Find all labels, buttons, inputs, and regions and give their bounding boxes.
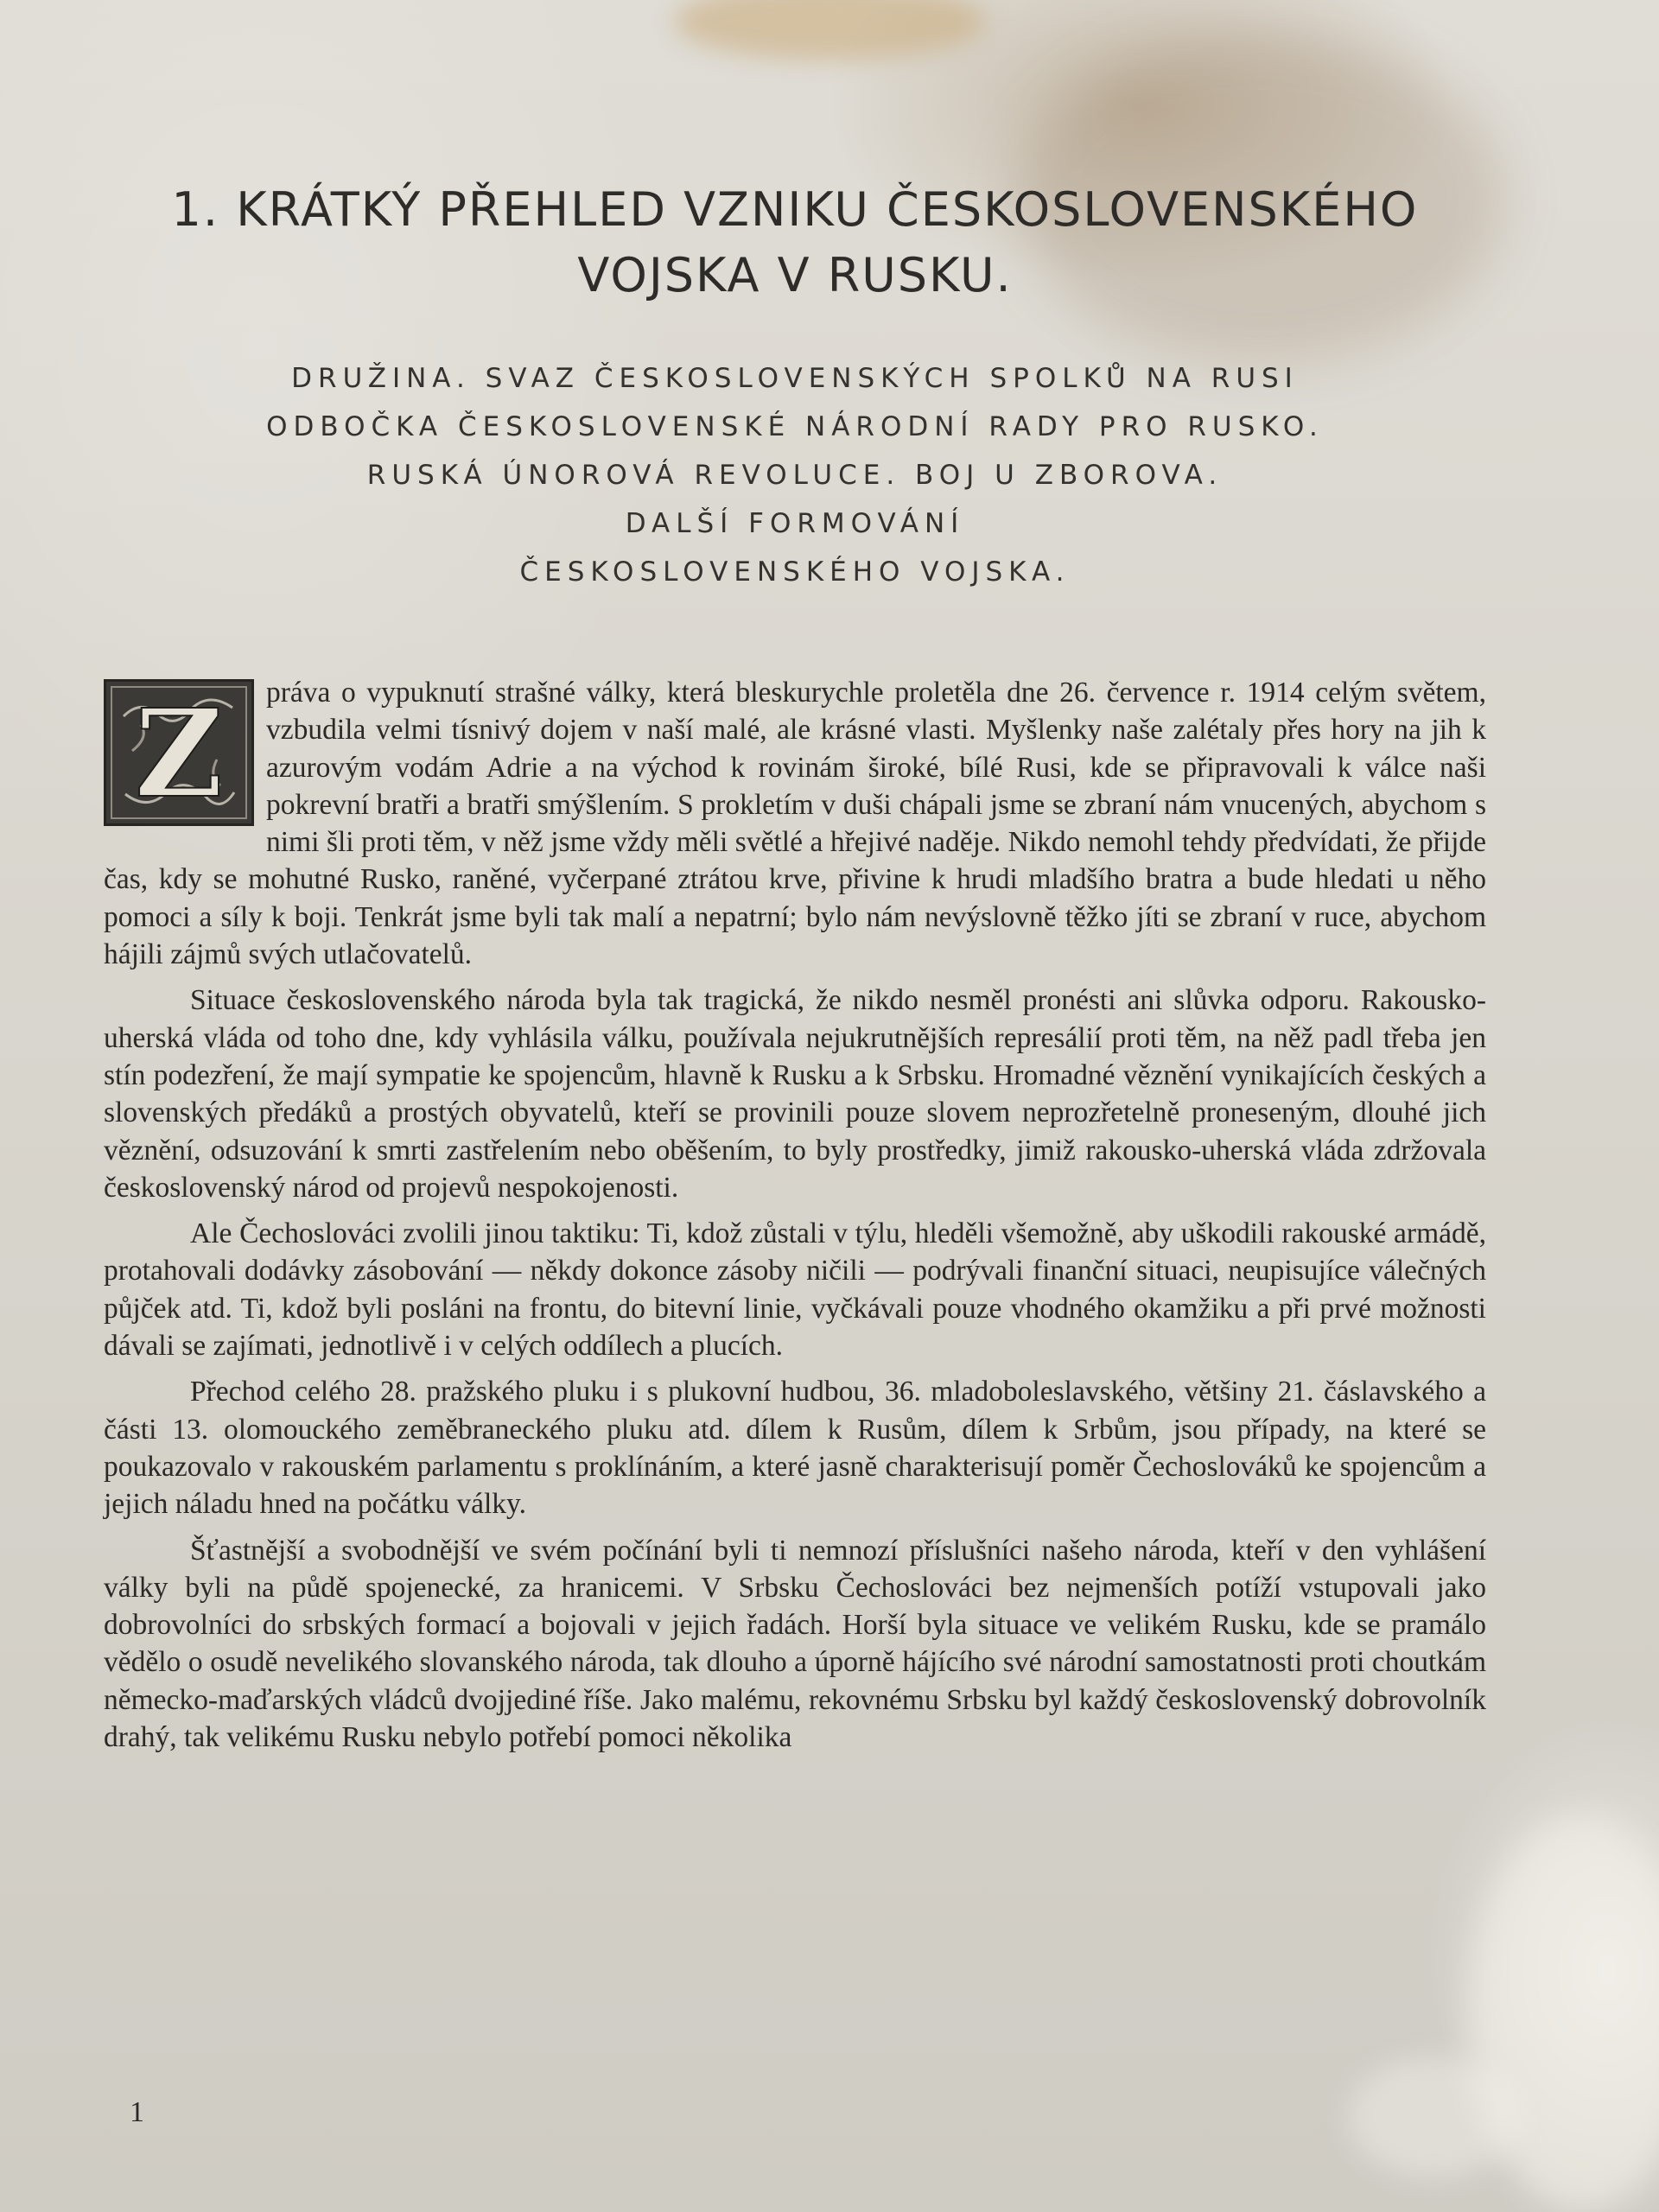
paragraph: Situace československého národa byla tak tragická, že nikdo nesměl pronésti ani slůvka odporu. Rakousko-uherská vláda od toho dne, kdy vyhlásila válku, používala nejukrutnějších represálií proti těm, na něž padl třeba jen stín podezření, že mají sympatie ke spojencům, hlavně k Rusku a k Srbsku. Hromadné věznění vynikajících českých a slovenských předáků a prostých obyvatelů, kteří se provinili pouze slovem neprozřetelně proneseným, dlouhé jich věznění, odsuzování k smrti zastřelením nebo oběšením, to byly prostředky, jimiž rakousko-uherská vláda zdržovala československý národ od projevů nespokojenosti. [104,984,1486,1204]
stain-top [674,0,985,60]
drop-cap-ornament-icon [106,682,251,823]
summary-line: ČESKOSLOVENSKÉHO VOJSKA. [519,556,1071,588]
summary-line: RUSKÁ ÚNOROVÁ REVOLUCE. BOJ U ZBOROVA. [366,460,1224,491]
chapter-title-line-2: VOJSKA V RUSKU. [577,248,1013,302]
summary-line: ODBOČKA ČESKOSLOVENSKÉ NÁRODNÍ RADY PRO RUSKO. [266,411,1324,442]
summary-line: DALŠÍ FORMOVÁNÍ [625,508,965,539]
paragraph [104,674,1486,973]
stain-bottom-corner [1348,2056,1521,2177]
ornamental-drop-cap-z [104,679,254,826]
paragraph: Přechod celého 28. pražského pluku i s plukovní hudbou, 36. mladoboleslavského, většiny 21. čáslavského a části 13. olomouckého zeměbraneckého pluku atd. dílem k Rusům, dílem k Srbům, jsou případy, na které se poukazovalo v rakouském parlamentu s proklínáním, a které jasně charakterisují poměr Čechoslováků ke spojencům a jejich náladu hned na počátku války. [104,1376,1486,1521]
paragraph: Šťastnější a svobodnější ve svém počínání byli ti nemnozí příslušníci našeho národa, kteří v den vyhlášení války byli na půdě spojenecké, za hranicemi. V Srbsku Čechoslováci bez nejmenších potíží vstupovali jako dobrovolníci do srbských formací a bojovali v jejich řadách. Horší byla situace ve velikém Rusku, kde se pramálo vědělo o osudě nevelikého slovanského národa, tak dlouho a úporně hájícího své národní samostatnosti proti choutkám německo-maďarských vládců dvojjediné říše. Jako malému, rekovnému Srbsku byl každý československý dobrovolník drahý, tak velikému Rusku nebylo potřebí pomoci několika [104,1534,1486,1754]
stain-bottom-right [1469,1815,1659,2212]
paragraph: Ale Čechoslováci zvolili jinou taktiku: Ti, kdož zůstali v týlu, hleděli všemožně, aby uškodili rakouské armádě, protahovali dodávky zásobování — někdy dokonce zásoby ničili — podrývali finanční situaci, neupisujíce válečných půjček atd. Ti, kdož byli posláni na frontu, do bitevní linie, vyčkávali pouze vhodného okamžiku a při prvé možnosti dávali se zajímati, jednotlivě i v celých oddílech a plucích. [104,1217,1486,1363]
chapter-title-line-1: 1. KRÁTKÝ PŘEHLED VZNIKU ČESKOSLOVENSKÉHO [171,182,1419,237]
chapter-summary [156,354,1434,596]
svg-text:Z: Z [134,683,224,823]
summary-line: DRUŽINA. SVAZ ČESKOSLOVENSKÝCH SPOLKŮ NA RUSI [291,363,1299,394]
article-body [104,674,1486,1764]
paragraph-text: práva o vypuknutí strašné války, která bleskurychle proletěla dne 26. července r. 1914 celým světem, vzbudila velmi tísnivý dojem v naší malé, ale krásné vlasti. Myšlenky naše zalétaly přes hory na jih k azurovým vodám Adrie a na východ k rovinám široké, bílé Rusi, kde se připravovali k válce naši pokrevní bratři a bratři smýšlením. S prokletím v duši chápali jsme se zbraní nám vnucených, abychom s nimi šli proti těm, v něž jsme vždy měli světlé a hřejivé naděje. Nikdo nemohl tehdy předvídati, že přijde čas, kdy se mohutné Rusko, raněné, vyčerpané ztrátou krve, přivine k hrudi mladšího bratra a bude hledati u něho pomoci a síly k boji. Tenkrát jsme byli tak malí a nepatrní; bylo nám nevýslovně těžko jíti se zbraní v ruce, abychom hájili zájmů svých utlačovatelů. [104,677,1486,971]
page-number: 1 [130,2096,144,2128]
chapter-title [104,177,1486,308]
